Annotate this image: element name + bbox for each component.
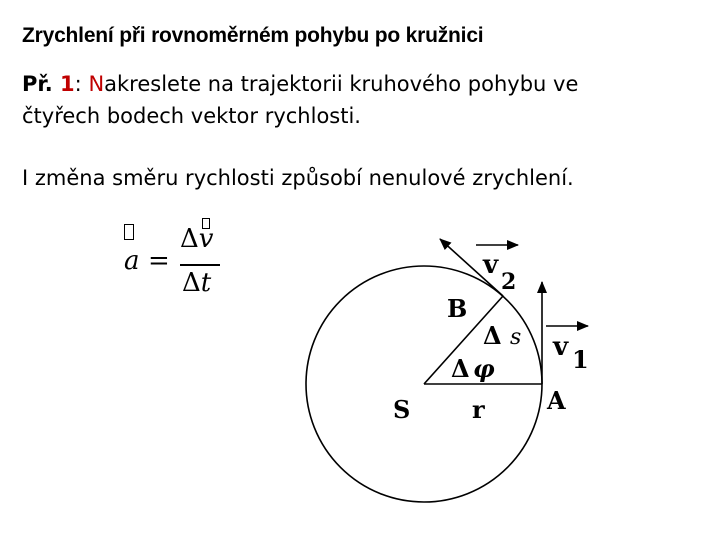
formula-equals: = — [148, 246, 170, 276]
numerator-var: v — [198, 224, 214, 254]
v2-label: v — [483, 250, 499, 280]
denominator-var: t — [200, 268, 212, 298]
exercise-line-1-rest: akreslete na trajektorii kruhového pohybu ve — [104, 72, 579, 96]
angle-delta-label: Δ — [451, 354, 470, 383]
exercise-number: 1 — [60, 72, 75, 96]
statement-text: I změna směru rychlosti způsobí nenulové zrychlení. — [22, 166, 574, 190]
v1-index-label: 1 — [572, 345, 589, 374]
exercise-colon: : — [74, 72, 89, 96]
angle-phi-label: φ — [473, 354, 495, 383]
numerator-delta: Δ — [180, 224, 199, 254]
exercise-label-prefix: Př. — [22, 72, 61, 96]
denominator-delta: Δ — [182, 268, 201, 298]
arc-s-label: s — [510, 325, 522, 350]
exercise-accent-letter: N — [88, 72, 105, 96]
exercise-line-2: čtyřech bodech vektor rychlosti. — [22, 104, 361, 128]
slide-title: Zrychlení při rovnoměrném pohybu po kružnici — [22, 24, 484, 47]
v2-index-label: 2 — [501, 269, 517, 295]
point-b-label: B — [447, 294, 468, 323]
arc-delta-label: Δ — [483, 321, 502, 350]
point-a-label: A — [547, 386, 566, 415]
formula-lhs: a — [124, 246, 140, 276]
center-s-label: S — [393, 395, 411, 424]
radius-r-label: r — [472, 395, 485, 424]
v1-label: v — [553, 332, 569, 362]
